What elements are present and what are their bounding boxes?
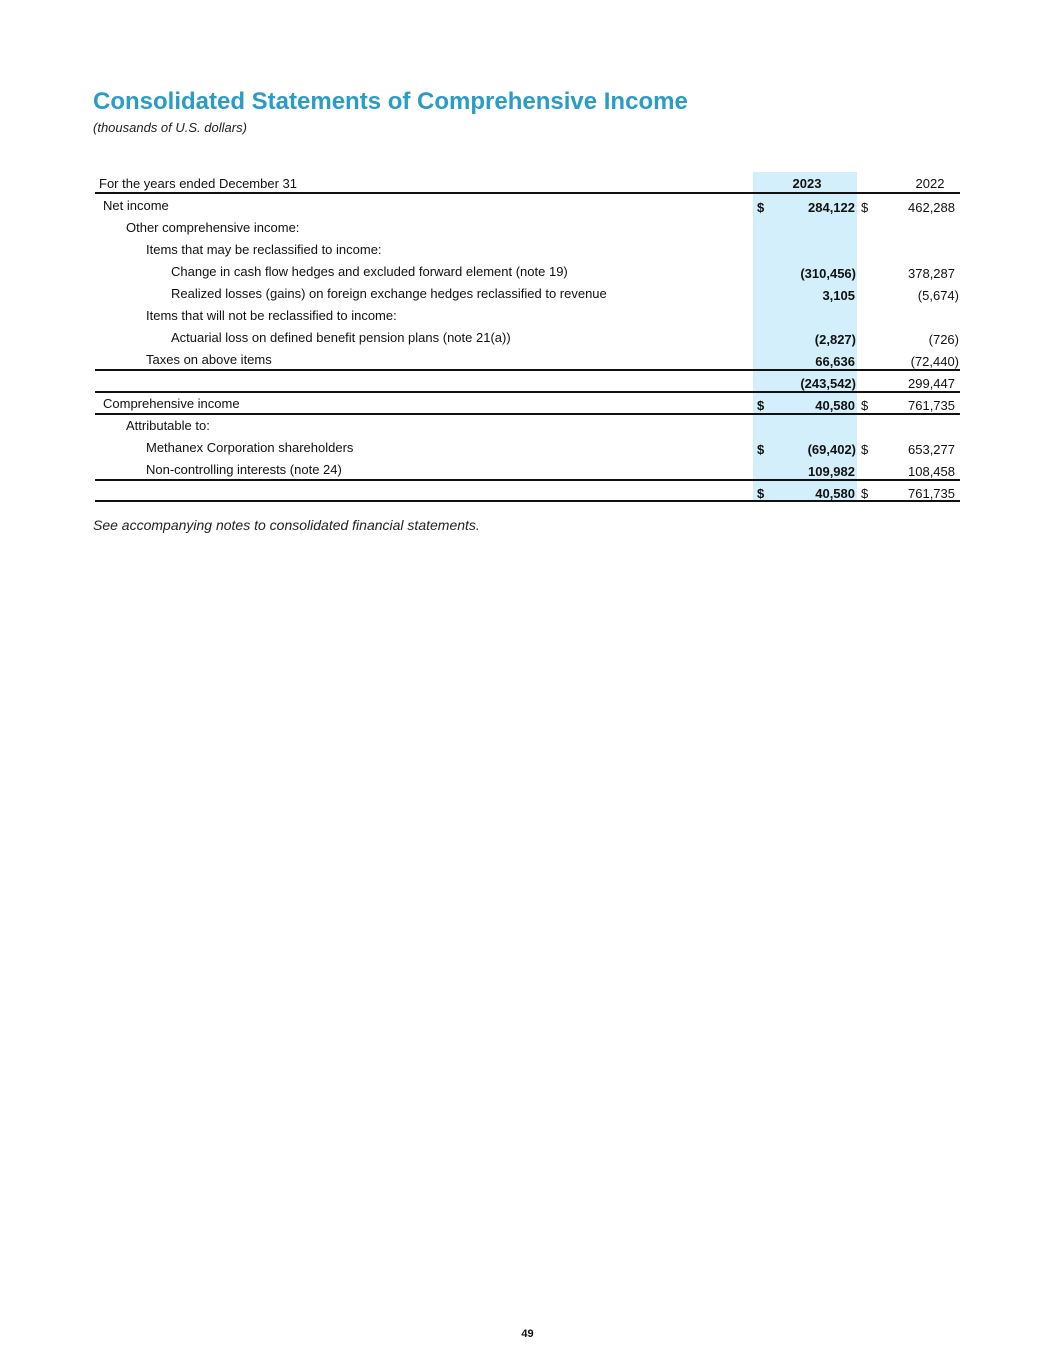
value-2022: (5,674)	[917, 288, 959, 303]
row-label: Attributable to:	[126, 418, 210, 433]
table-header	[95, 172, 960, 194]
value-2023: (310,456)	[800, 266, 856, 281]
row-label: Items that will not be reclassified to income:	[146, 308, 397, 323]
table-row	[95, 458, 960, 480]
table-row	[95, 282, 960, 304]
value-2023: 3,105	[822, 288, 855, 303]
value-2023: 66,636	[815, 354, 855, 369]
value-2022: (72,440)	[910, 354, 959, 369]
table-row	[95, 238, 960, 260]
value-2023: 109,982	[808, 464, 855, 479]
value-2023: (69,402)	[807, 442, 856, 457]
table-row	[95, 392, 960, 414]
footnote: See accompanying notes to consolidated financial statements.	[93, 517, 480, 533]
value-2022: 761,735	[908, 486, 955, 501]
dollar-sign: $	[757, 442, 765, 457]
header-2022: 2022	[915, 176, 945, 191]
table-row	[95, 194, 960, 216]
dollar-sign: $	[757, 486, 765, 501]
value-2023: (243,542)	[800, 376, 856, 391]
row-label: Other comprehensive income:	[126, 220, 300, 235]
dollar-sign: $	[861, 442, 869, 457]
value-2022: 761,735	[908, 398, 955, 413]
row-label: Items that may be reclassified to income:	[146, 242, 382, 257]
dollar-sign: $	[757, 398, 765, 413]
value-2023: (2,827)	[814, 332, 856, 347]
page-number: 49	[521, 1328, 534, 1340]
row-label: Taxes on above items	[146, 352, 272, 367]
table-row	[95, 436, 960, 458]
table-row	[95, 260, 960, 282]
table-row	[95, 480, 960, 502]
row-label: Actuarial loss on defined benefit pension plans (note 21(a))	[171, 330, 511, 345]
value-2022: 462,288	[908, 200, 955, 215]
rule	[95, 500, 960, 502]
value-2022: 653,277	[908, 442, 955, 457]
dollar-sign: $	[757, 200, 765, 215]
value-2023: 284,122	[808, 200, 855, 215]
row-label: Methanex Corporation shareholders	[146, 440, 354, 455]
row-label: Realized losses (gains) on foreign exchange hedges reclassified to revenue	[171, 286, 607, 301]
value-2022: 108,458	[908, 464, 955, 479]
row-label: Comprehensive income	[103, 396, 240, 411]
table-row	[95, 370, 960, 392]
page-subtitle: (thousands of U.S. dollars)	[93, 120, 247, 135]
row-label: Non-controlling interests (note 24)	[146, 462, 342, 477]
header-2023: 2023	[792, 176, 822, 191]
table-row	[95, 414, 960, 436]
row-label: Change in cash flow hedges and excluded forward element (note 19)	[171, 264, 568, 279]
value-2022: 378,287	[908, 266, 955, 281]
page-title: Consolidated Statements of Comprehensive Income	[93, 88, 688, 115]
value-2022: 299,447	[908, 376, 955, 391]
row-label: Net income	[103, 198, 169, 213]
dollar-sign: $	[861, 398, 869, 413]
dollar-sign: $	[861, 200, 869, 215]
value-2022: (726)	[928, 332, 959, 347]
table-row	[95, 348, 960, 370]
header-label: For the years ended December 31	[99, 176, 297, 191]
value-2023: 40,580	[815, 486, 855, 501]
table-row	[95, 304, 960, 326]
table-row	[95, 326, 960, 348]
value-2023: 40,580	[815, 398, 855, 413]
table-row	[95, 216, 960, 238]
dollar-sign: $	[861, 486, 869, 501]
